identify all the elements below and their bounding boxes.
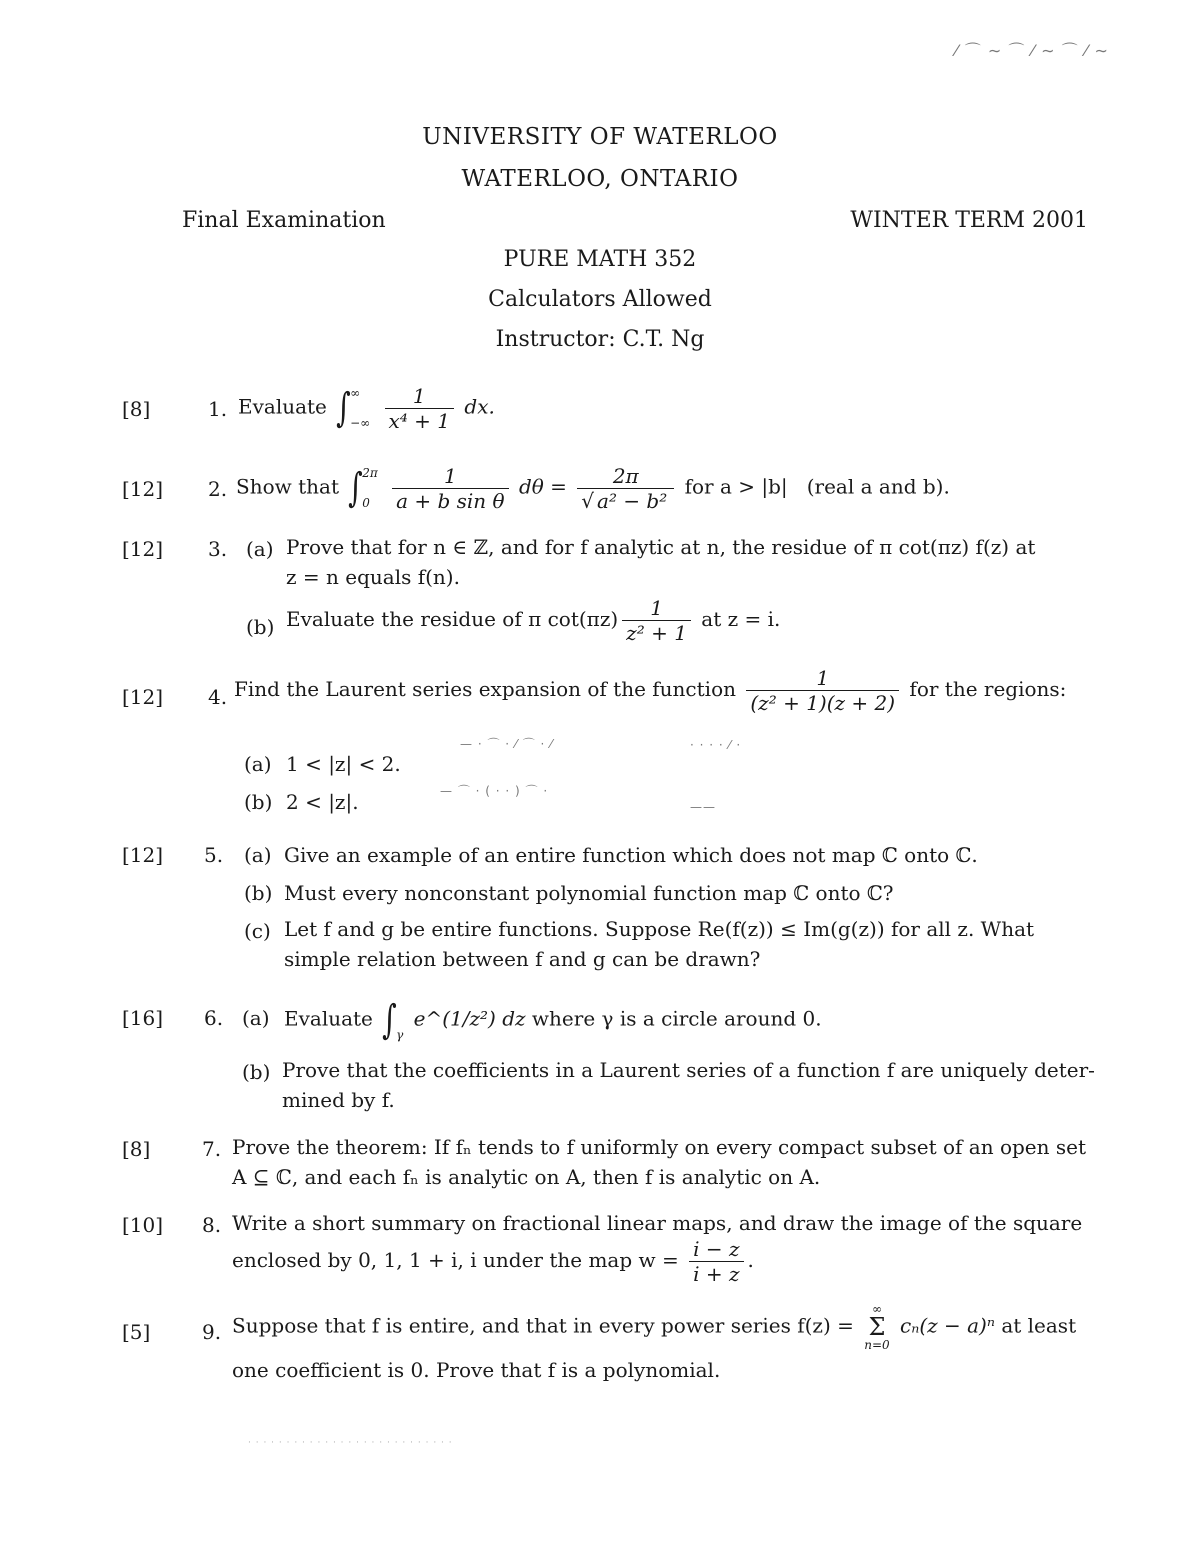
q4-fraction (746, 666, 899, 715)
q8-den: i + z (693, 1262, 740, 1286)
handwritten-notes-q4-right: · · · · ⁄ · (690, 738, 742, 752)
q2-text: Show that (236, 474, 339, 499)
q4-num: 1 (746, 666, 899, 691)
marks-q6: [16] (122, 1006, 164, 1030)
q3a-label: (a) (246, 537, 274, 561)
number-q9: 9. (202, 1320, 222, 1344)
exam-term: WINTER TERM 2001 (850, 208, 1088, 233)
integral-sign: ∫ (348, 465, 364, 511)
q8-line1: Write a short summary on fractional linear maps, and draw the image of the square (232, 1211, 1083, 1235)
q2-real: (real a and b). (806, 474, 950, 499)
q6a-integrand: e^(1/z²) dz (413, 1006, 526, 1031)
q5a-text: Give an example of an entire function which does not map ℂ onto ℂ. (284, 843, 978, 867)
q7-line2: A ⊆ ℂ, and each fₙ is analytic on A, then f is analytic on A. (232, 1165, 821, 1189)
q4-pre: Find the Laurent series expansion of the function (234, 677, 736, 701)
handwritten-notes-q4: — · ⌒ · ⁄ ⌒ · ⁄ (460, 737, 554, 751)
marks-q8: [10] (122, 1213, 164, 1237)
marks-q1: [8] (122, 397, 151, 421)
q3b-label: (b) (246, 615, 275, 639)
q6a-post: where γ is a circle around 0. (531, 1006, 822, 1031)
q2-fraction (392, 464, 509, 513)
number-q6: 6. (204, 1006, 224, 1030)
q6a-contour: γ (396, 1028, 404, 1042)
marks-q2: [12] (122, 477, 164, 501)
q1-den: x⁴ + 1 (388, 408, 451, 433)
university-location: WATERLOO, ONTARIO (461, 166, 739, 192)
q3b-den: z² + 1 (626, 621, 687, 645)
q4a-text: 1 < |z| < 2. (286, 752, 401, 776)
marks-q5: [12] (122, 843, 164, 867)
q6b-label: (b) (242, 1060, 271, 1084)
q2-result-fraction: $\frac{2\pi}{\text{√ a² − b²}}$ (577, 464, 674, 513)
q6a-label: (a) (242, 1006, 270, 1030)
q8-line2 (232, 1237, 754, 1286)
q2-num: 1 (392, 464, 509, 489)
q3a-line1: Prove that for n ∈ ℤ, and for f analytic at n, the residue of π cot(πz) f(z) at (286, 535, 1036, 559)
q9-summation: ∞ Σ n=0 (864, 1302, 890, 1352)
integral-sign: ∫ (382, 997, 397, 1043)
q3b-pre: Evaluate the residue of π cot(πz) (286, 607, 619, 631)
q1-fraction (385, 384, 455, 433)
q2-den: a + b sin θ (396, 488, 505, 513)
question-1 (238, 378, 495, 438)
q3b-fraction (622, 596, 691, 645)
q8-line2-pre: enclosed by 0, 1, 1 + i, i under the map w = (232, 1248, 679, 1272)
number-q1: 1. (208, 397, 228, 421)
faint-footer-marks: · · · · · · · · · · · · · · · · · · · · · · · · · · · (248, 1438, 453, 1448)
q1-dx: dx. (464, 394, 495, 419)
q5c-label: (c) (244, 919, 271, 943)
q2-lower-limit: 0 (362, 496, 370, 510)
marks-q7: [8] (122, 1137, 151, 1161)
exam-type: Final Examination (182, 208, 386, 233)
q1-num: 1 (385, 384, 455, 409)
question-2 (236, 458, 950, 518)
q4-post: for the regions: (909, 677, 1067, 701)
marks-q9: [5] (122, 1320, 151, 1344)
handwritten-notes-q4-lower2: —— (690, 800, 716, 814)
q4b-label: (b) (244, 790, 273, 814)
q9-sum-top: ∞ (871, 1302, 882, 1316)
q9-sum-bottom: n=0 (864, 1338, 890, 1352)
q4b-text: 2 < |z|. (286, 790, 359, 814)
handwritten-scribble-top: ⁄ ⌒ ∼ ⌒ ⁄ ∼ ⌒ ⁄ ∼ (955, 41, 1109, 60)
q2-rden: a² − b² (594, 488, 670, 513)
calculators-note: Calculators Allowed (488, 287, 712, 312)
marks-q4: [12] (122, 685, 164, 709)
q2-dtheta: dθ = (518, 474, 567, 499)
number-q8: 8. (202, 1213, 222, 1237)
q7-line1: Prove the theorem: If fₙ tends to f uniformly on every compact subset of an open set (232, 1135, 1086, 1159)
q3a-line2: z = n equals f(n). (286, 565, 460, 589)
integral-sign: ∫ (336, 385, 351, 431)
q9-line2: one coefficient is 0. Prove that f is a polynomial. (232, 1358, 721, 1382)
number-q2: 2. (208, 477, 228, 501)
q4-den: (z² + 1)(z + 2) (750, 691, 896, 715)
q4a-label: (a) (244, 752, 272, 776)
q6a-text (284, 990, 822, 1050)
q2-rnum: 2π (577, 464, 674, 489)
q8-fraction (689, 1237, 743, 1286)
q9-post: at least (1001, 1313, 1077, 1338)
q2-upper-limit: 2π (362, 466, 378, 480)
q5a-label: (a) (244, 843, 272, 867)
q9-pre: Suppose that f is entire, and that in every power series f(z) = (232, 1313, 854, 1338)
course-code: PURE MATH 352 (503, 247, 697, 272)
university-title: UNIVERSITY OF WATERLOO (422, 124, 778, 150)
q1-lower-limit: −∞ (350, 416, 371, 430)
q3b-post: at z = i. (701, 607, 781, 631)
q2-condition: for a > |b| (684, 474, 788, 499)
q3b-text (286, 596, 780, 645)
q6a-pre: Evaluate (284, 1006, 373, 1031)
number-q4: 4. (208, 685, 228, 709)
handwritten-notes-q4-lower: — ⌒ · ( · · ) ⌒ · (440, 784, 549, 798)
q6b-line2: mined by f. (282, 1088, 395, 1112)
marks-q3: [12] (122, 537, 164, 561)
q6b-line1: Prove that the coefficients in a Laurent series of a function f are uniquely deter- (282, 1058, 1095, 1082)
q3b-num: 1 (622, 596, 691, 621)
q9-line1 (232, 1302, 1076, 1352)
q8-num: i − z (689, 1237, 743, 1262)
q5c-line2: simple relation between f and g can be drawn? (284, 947, 761, 971)
q8-line2-post: . (747, 1248, 754, 1272)
q5b-label: (b) (244, 881, 273, 905)
q1-text: Evaluate (238, 394, 327, 419)
number-q7: 7. (202, 1137, 222, 1161)
q5c-line1: Let f and g be entire functions. Suppose Re(f(z)) ≤ Im(g(z)) for all z. What (284, 917, 1035, 941)
instructor-line: Instructor: C.T. Ng (495, 327, 705, 352)
number-q5: 5. (204, 843, 224, 867)
q5b-text: Must every nonconstant polynomial function map ℂ onto ℂ? (284, 881, 894, 905)
q4-text (234, 666, 1066, 715)
q9-term: cₙ(z − a)ⁿ (900, 1313, 995, 1338)
number-q3: 3. (208, 537, 228, 561)
q1-upper-limit: ∞ (350, 386, 361, 400)
